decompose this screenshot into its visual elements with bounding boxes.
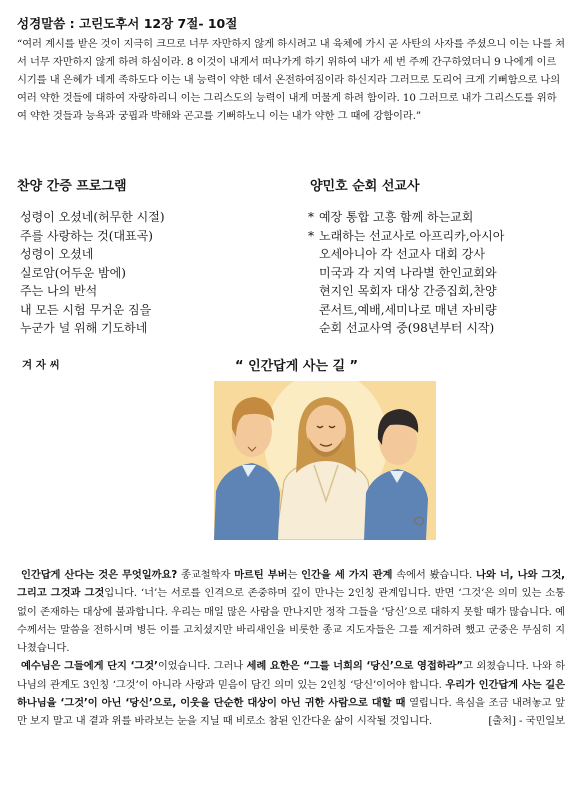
essay-bold-text: 우리가 인간답게 사는 길은 하나님을 ‘그것’이 아닌 ‘당신’으로, 이웃을 단순한 대상이 아닌 귀한 사람으로 대할 때	[17, 678, 565, 710]
scripture-title: 성경말씀 : 고린도후서 12장 7절- 10절	[17, 16, 238, 31]
jesus-illustration-icon	[214, 381, 436, 540]
program-item: 주를 사랑하는 것(대표곡)	[20, 228, 153, 243]
writer-label: 겨 자 씨	[22, 359, 60, 371]
missionary-line	[303, 282, 504, 301]
essay-title: “ 인간답게 사는 길 ”	[235, 359, 359, 374]
essay-paragraph-1	[17, 566, 565, 657]
essay-text: 는	[287, 569, 302, 581]
bullet-icon: *	[308, 228, 314, 243]
missionary-line-text: 미국과 각 지역 나라별 한인교회와	[319, 265, 497, 280]
essay-text: 이었습니다. 그러나	[157, 660, 247, 673]
essay-bold-text: 인간을 세 가지 관계	[301, 569, 393, 581]
essay-text: 속에서 봤습니다.	[392, 569, 476, 581]
scripture-body: “여러 계시를 받은 것이 지극히 크므로 너무 자만하지 않게 하시려고 내 육체에 가시 곧 사탄의 사자를 주셨으니 이는 나를 쳐서 너무 자만하지 않게 하려 하심이라. 8 이것이 내게서 떠나가게 하기 위하여 내가 세 번 주께 간구하였더니 9 나에게 이르시기를 내 은혜가 네게 족하도다 이는 내 능력이 약한 데서 온전하여짐이라 하신지라 그러므로 도리어 크게 기뻐함으로 나의 여러 약한 것들에 대하여 자랑하리니 이는 그리스도의 능력이 내게 머물게 하려 함이라. 10 그러므로 내가 그리스도를 위하여 약한 것들과 능욕과 궁핍과 박해와 곤고를 기뻐하노니 이는 내가 약한 그 때에 강함이라.”	[17, 38, 565, 122]
bullet-icon	[303, 245, 319, 264]
essay-paragraph-2	[17, 657, 565, 730]
essay-text: 고 외쳤습니다. 나와 하나님의 관계도 3인칭 ‘그것’이 아니라 사랑과 믿음이 담긴 의미 있는 2인칭 ‘당신’이어야 합니다.	[17, 660, 565, 691]
missionary-line	[303, 245, 504, 264]
program-item: 성령이 오셨네(허무한 시절)	[20, 210, 165, 224]
missionary-title: 양민호 순회 선교사	[310, 179, 420, 194]
bullet-icon	[303, 301, 319, 320]
essay-body	[17, 566, 565, 731]
missionary-line-text: 오세아니아 각 선교사 대회 강사	[319, 247, 485, 261]
program-item: 주는 나의 반석	[20, 284, 98, 298]
missionary-line	[303, 264, 504, 283]
program-list	[20, 208, 165, 338]
missionary-line-text: 예장 통합 고흥 함께 하는교회	[319, 210, 474, 224]
essay-bold-text: 마르틴 부버	[234, 569, 288, 581]
missionary-line	[303, 301, 504, 320]
missionary-line-text: 노래하는 선교사로 아프리카,아시아	[319, 228, 505, 243]
missionary-line	[303, 208, 504, 227]
missionary-line-text: 순회 선교사역 중(98년부터 시작)	[319, 321, 495, 335]
program-item: 누군가 널 위해 기도하네	[20, 321, 148, 335]
missionary-line-text: 콘서트,예배,세미나로 매년 자비량	[319, 302, 497, 317]
essay-text: 열립니다. 욕심을 조금 내려놓고 앞만 보지 말고 내 곁과 위를 바라보는 눈을 지닐 때 비로소 참된 인간다운 삶이 시작될 것입니다.	[17, 697, 565, 728]
program-title: 찬양 간증 프로그램	[17, 179, 127, 194]
essay-bold-text: 인간답게 산다는 것은 무엇일까요?	[21, 569, 178, 581]
program-item: 실로암(어두운 밤에)	[20, 265, 126, 280]
missionary-line-text: 현지인 목회자 대상 간증집회,찬양	[319, 284, 497, 298]
essay-bold-text: 세례 요한은 “그를 너희의 ‘당신’으로 영접하라”	[246, 660, 464, 673]
essay-text: 입니다. ‘너’는 서로를 인격으로 존중하며 깊이 만나는 2인칭 관계입니다. 반면 ‘그것’은 의미 있는 소통 없이 존재하는 대상에 불과합니다. 우리는 매일 많은 사람을 만나지만 정작 그들을 ‘당신’으로 대하지 못할 때가 많습니다. 예수께서는 말씀을 전하시며 병든 이를 고치셨지만 바리새인을 비롯한 종교 지도자들은 그를 제거하려 했고 군중은 무심히 지나쳤습니다.	[17, 587, 565, 655]
bullet-icon	[303, 264, 319, 283]
bullet-icon	[303, 282, 319, 301]
program-item: 성령이 오셨네	[20, 247, 94, 261]
essay-text: 종교철학자	[177, 569, 235, 581]
missionary-list	[303, 208, 504, 338]
missionary-line	[303, 227, 504, 246]
essay-bold-text: 예수님은 그들에게 단지 ‘그것’	[21, 660, 158, 673]
bullet-icon	[303, 319, 319, 338]
program-item: 내 모든 시험 무거운 짐을	[20, 302, 152, 317]
essay-source: [출처] - 국민일보	[488, 715, 565, 728]
missionary-line	[303, 319, 504, 338]
bullet-icon: *	[308, 210, 314, 224]
essay-bold-text: 나와 너, 나와 그것, 그리고 그것과 그것	[17, 569, 565, 600]
